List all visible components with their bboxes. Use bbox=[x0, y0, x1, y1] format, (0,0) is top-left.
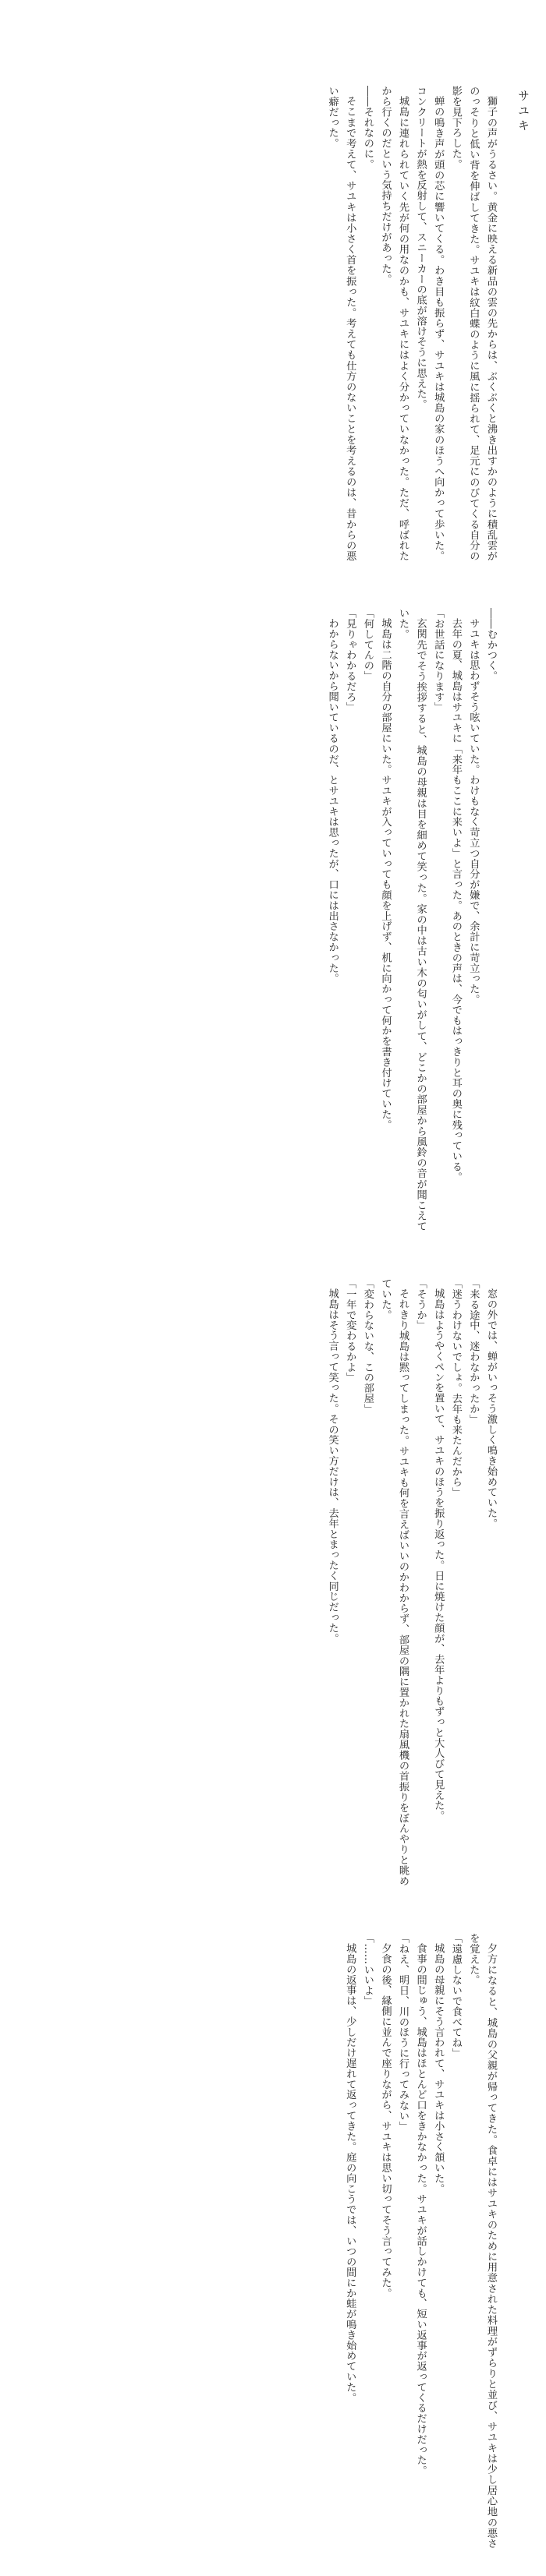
paragraph: わからないから聞いているのだ、とサユキは思ったが、口には出さなかった。 bbox=[326, 618, 339, 984]
paragraph: 城島はそう言って笑った。その笑い方だけは、去年とまったく同じだった。 bbox=[326, 1288, 339, 1644]
paragraph: 「ねえ、明日、川のほうに行ってみない」 bbox=[397, 1933, 410, 2132]
paragraph: 夕食の後、縁側に並んで座りながら、サユキは思い切ってそう言ってみた。 bbox=[379, 1943, 392, 2299]
paragraph: 食事の間じゅう、城島はほとんど口をきかなかった。サユキが話しかけても、短い返事が返ってくるだけだった。 bbox=[414, 1943, 427, 2476]
text-block bbox=[9, 86, 499, 561]
paragraph: 玄関先でそう挨拶すると、城島の母親は目を細めて笑った。家の中は古い木の匂いがして、どこかの部屋から風鈴の音が聞こえていた。 bbox=[397, 608, 427, 1231]
paragraph: 窓の外では、蝉がいっそう激しく鳴き始めていた。 bbox=[485, 1288, 497, 1529]
paragraph: 「そうか」 bbox=[414, 1278, 427, 1330]
paragraph: 「来る途中、迷わなかったか」 bbox=[467, 1278, 480, 1425]
paragraph: 獅子の声がうるさい。黄金に映える新品の雲の先からは、ぶくぶくと沸き出すかのように積乱雲がのっそりと低い背を伸ばしてきた。サユキは紋白蝶のように風に揺られて、足元にのびてくる自分の影を見下ろした。 bbox=[449, 86, 497, 561]
story-title: サユキ bbox=[516, 90, 530, 134]
paragraph: 夕方になると、城島の父親が帰ってきた。食卓にはサユキのために用意された料理がずらりと並び、サユキは少し居心地の悪さを覚えた。 bbox=[467, 1933, 497, 2549]
paragraph: そこまで考えて、サユキは小さく首を振った。考えても仕方のないことを考えるのは、昔からの悪い癖だった。 bbox=[326, 86, 356, 561]
paragraph: 城島の母親にそう言われて、サユキは小さく頷いた。 bbox=[432, 1943, 445, 2194]
text-block bbox=[9, 608, 499, 1231]
paragraph: 「遠慮しないで食べてね」 bbox=[449, 1933, 462, 2058]
paragraph: ――むかつく。 bbox=[485, 608, 497, 681]
paragraph: 城島は二階の自分の部屋にいた。サユキが入っていっても顔を上げず、机に向かって何かを書き付けていた。 bbox=[379, 618, 392, 1130]
text-block bbox=[9, 1933, 499, 2549]
paragraph: 「一年で変わるかよ」 bbox=[344, 1278, 356, 1383]
paragraph: サユキは思わずそう呟いていた。わけもなく苛立つ自分が嫌で、余計に苛立った。 bbox=[467, 618, 480, 1005]
text-block bbox=[9, 1278, 499, 1886]
paragraph: 「何してんの」 bbox=[361, 608, 374, 681]
paragraph: 蝉の鳴き声が頭の芯に響いてくる。わき目も振らず、サユキは城島の家のほうへ向かって歩いた。コンクリートが熱を反射して、スニーカーの底が溶けそうに思えた。 bbox=[414, 86, 445, 561]
paragraph: 「お世話になります」 bbox=[432, 608, 445, 712]
paragraph: 城島はようやくペンを置いて、サユキのほうを振り返った。日に焼けた顔が、去年よりもずっと大人びて見えた。 bbox=[432, 1288, 445, 1822]
paragraph: それきり城島は黙ってしまった。サユキも何を言えばいいのかわからず、部屋の隅に置かれた扇風機の首振りをぼんやりと眺めていた。 bbox=[379, 1278, 410, 1886]
paragraph: 「見りゃわかるだろ」 bbox=[344, 608, 356, 712]
paragraph: 「変わらないな、この部屋」 bbox=[361, 1278, 374, 1415]
paragraph: 城島の返事は、少しだけ遅れて返ってきた。庭の向こうでは、いつの間にか蛙が鳴き始めていた。 bbox=[344, 1943, 356, 2403]
paragraph: 「迷うわけないでしょ。去年も来たんだから」 bbox=[449, 1278, 462, 1498]
paragraph: 城島に連れられていく先が何の用なのかも、サユキにはよく分かっていなかった。ただ、呼ばれたから行くのだという気持ちだけがあった。 bbox=[379, 86, 410, 561]
paragraph: 「……いいよ」 bbox=[361, 1933, 374, 2006]
paragraph: 去年の夏、城島はサユキに「来年もここに来いよ」と言った。あのときの声は、今でもはっきりと耳の奥に残っている。 bbox=[449, 618, 462, 1182]
paragraph: ――それなのに。 bbox=[361, 86, 374, 170]
